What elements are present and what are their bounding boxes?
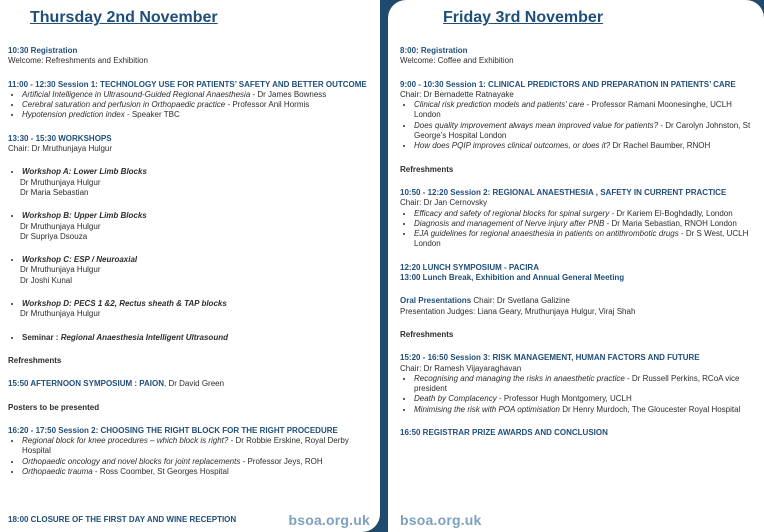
thursday-panel [0,0,380,532]
fri-registration-time: 8:00: Registration [400,46,468,55]
thu-posters: Posters to be presented [8,402,100,412]
list-item: • Minimising the risk with POA optimisation Dr Henry Murdoch, The Gloucester Royal Hospital [414,405,758,415]
list-item: • Seminar : Regional Anaesthesia Intelligent Ultrasound [22,333,374,343]
fri-refreshments-1: Refreshments [400,164,454,174]
list-item: • Orthopaedic oncology and novel blocks for joint replacements - Professor Jeys, ROH [22,457,374,467]
list-item: • Diagnosis and management of Nerve injury after PNB - Dr Maria Sebastian, RNOH London [414,219,758,229]
list-item: • Workshop D: PECS 1 &2, Rectus sheath & TAP blocks [22,299,374,309]
fri-registration-text: Welcome: Coffee and Exhibition [400,56,514,66]
list-item: • Death by Complacency - Professor Hugh Montgomery, UCLH [414,394,758,404]
thu-website: bsoa.org.uk [288,512,370,528]
thu-registration-text: Welcome: Refreshments and Exhibition [8,56,148,66]
list-item: • Workshop B: Upper Limb Blocks [22,211,374,221]
thursday-programme [8,46,374,477]
thu-workshop-d [8,299,374,309]
workshop-person: Dr Mruthunjaya Hulgur [20,177,101,187]
workshop-person: Dr Mruthunjaya Hulgur [20,265,101,275]
workshop-person: Dr Maria Sebastian [20,187,89,197]
thu-refreshments: Refreshments [8,355,62,365]
fri-judges: Presentation Judges: Liana Geary, Mruthunjaya Hulgur, Viraj Shah [400,306,636,316]
list-item: • Orthopaedic trauma - Ross Coomber, St Georges Hospital [22,467,374,477]
fri-refreshments-2: Refreshments [400,329,454,339]
fri-oral-presentations: Oral Presentations Chair: Dr Svetlana Galizine [400,296,570,306]
fri-session2-title: 10:50 - 12:20 Session 2: REGIONAL ANAESTHESIA , SAFETY IN CURRENT PRACTICE [400,187,727,197]
list-item: • Cerebral saturation and perfusion in Orthopaedic practice - Professor Anil Hormis [22,100,374,110]
thu-workshop-b [8,211,374,221]
fri-session1-chair: Chair: Dr Bernadette Ratnayake [400,89,514,99]
fri-lunch-break: 13:00 Lunch Break, Exhibition and Annual General Meeting [400,273,625,283]
fri-session3-chair: Chair: Dr Ramesh Vijayaraghavan [400,363,522,373]
list-item: • EJA guidelines for regional anaesthesia in patients on antithrombotic drugs - Dr S West, UCLH London [414,229,758,250]
list-item: • Hypotension prediction index - Speaker TBC [22,110,374,120]
list-item: • Artificial Intelligence in Ultrasound-Guided Regional Anaesthesia - Dr James Bowness [22,90,374,100]
thu-workshops-chair: Chair: Dr Mruthunjaya Hulgur [8,144,113,154]
friday-panel [388,0,764,532]
thu-closing: 18:00 CLOSURE OF THE FIRST DAY AND WINE RECEPTION [8,515,237,524]
thu-session2-list [8,436,374,477]
thu-registration-time: 10:30 Registration [8,46,78,55]
fri-session2-chair: Chair: Dr Jan Cernovsky [400,198,488,208]
fri-session3-title: 15:20 - 16:50 Session 3: RISK MANAGEMENT, HUMAN FACTORS AND FUTURE [400,353,700,363]
thu-symposium: 15:50 AFTERNOON SYMPOSIUM : PAION, Dr David Green [8,379,225,389]
list-item: • Does quality improvement always mean improved value for patients? - Dr Carolyn Johnston, St George’s Hospital London [414,121,758,142]
thu-session2-title: 16:20 - 17:50 Session 2: CHOOSING THE RIGHT BLOCK FOR THE RIGHT PROCEDURE [8,425,338,435]
fri-session3-list [400,374,758,415]
list-item: • Efficacy and safety of regional blocks for spinal surgery - Dr Kariem El-Boghdadly, London [414,209,758,219]
workshop-person: Dr Joshi Kunal [20,275,73,285]
friday-heading: Friday 3rd November [443,9,604,26]
fri-website: bsoa.org.uk [400,512,482,528]
list-item: • Workshop C: ESP / Neuroaxial [22,255,374,265]
list-item: • Regional block for knee procedures – which block is right? - Dr Robbie Erskine, Royal Derby Hospital [22,436,374,457]
thu-seminar [8,333,374,343]
thu-workshop-a [8,167,374,177]
thu-workshop-c [8,255,374,265]
list-item: • How does PQIP improves clinical outcomes, or does it? Dr Rachel Baumber, RNOH [414,141,758,151]
thu-workshops-title: 13:30 - 15:30 WORKSHOPS [8,133,112,143]
list-item: • Clinical risk prediction models and patients’ care - Professor Ramani Moonesinghe, UCLH London [414,100,758,121]
thu-session1-title: 11:00 - 12:30 Session 1: TECHNOLOGY USE FOR PATIENTS’ SAFETY AND BETTER OUTCOME [8,79,367,89]
workshop-person: Dr Mruthunjaya Hulgur [20,221,101,231]
fri-session1-list [400,100,758,151]
workshop-person: Dr Mruthunjaya Hulgur [20,309,101,319]
fri-lunch-symposium: 12:20 LUNCH SYMPOSIUM - PACIRA [400,262,539,272]
list-item: • Workshop A: Lower Limb Blocks [22,167,374,177]
thursday-heading: Thursday 2nd November [30,9,218,26]
list-item: • Recognising and managing the risks in anaesthetic practice - Dr Russell Perkins, RCoA vice president [414,374,758,395]
fri-session2-list [400,209,758,250]
workshop-person: Dr Supriya Dsouza [20,231,88,241]
fri-closing: 16:50 REGISTRAR PRIZE AWARDS AND CONCLUSION [400,428,608,438]
friday-programme [400,46,758,438]
fri-session1-title: 9:00 - 10:30 Session 1: CLINICAL PREDICTORS AND PREPARATION IN PATIENTS’ CARE [400,79,736,89]
thu-session1-list [8,90,374,121]
